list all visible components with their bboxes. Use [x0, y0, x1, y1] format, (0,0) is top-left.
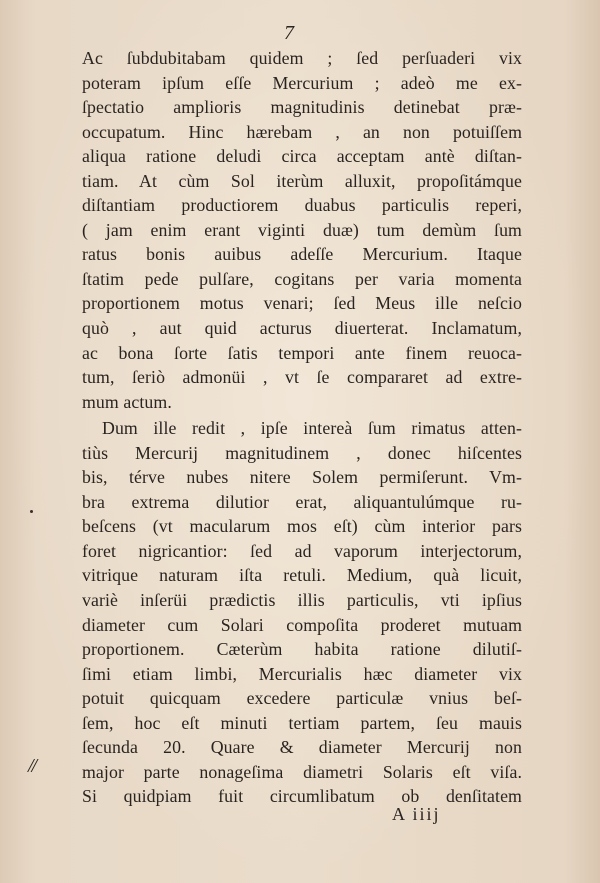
text-line: tiam. At cùm Sol iterùm alluxit, propoſitámque	[82, 170, 522, 191]
text-line: aliqua ratione deludi circa acceptam antè diſtan-	[82, 146, 522, 167]
paragraph-1	[82, 46, 522, 414]
text-line: vitrique naturam iſta retuli. Medium, quà licuit,	[82, 565, 522, 586]
text-line: major parte nonageſima diametri Solaris eſt viſa.	[82, 761, 522, 782]
text-line: occupatum. Hinc hærebam , an non potuiſſem	[82, 121, 522, 142]
text-line: ſimi etiam limbi, Mercurialis hæc diameter vix	[82, 663, 522, 684]
text-line: Dum ille redit , ipſe intereà ſum rimatus atten-	[102, 418, 522, 439]
paragraph-2	[82, 416, 522, 809]
ink-spot	[30, 510, 33, 513]
text-line: diſtantiam productiorem duabus particulis reperi,	[82, 195, 522, 216]
text-line: tum, ſeriò admonüi , vt ſe compararet ad extre-	[82, 367, 522, 388]
text-line: tiùs Mercurij magnitudinem , donec hiſcentes	[82, 442, 522, 463]
text-line: Ac ſubdubitabam quidem ; ſed perſuaderi vix	[82, 48, 522, 68]
text-line: bis, térve nubes nitere Solem permiſerunt. Vm-	[82, 467, 522, 488]
text-line: quò , aut quid acturus diuerterat. Inclamatum,	[82, 318, 522, 339]
text-line: beſcens (vt macularum mos eſt) cùm interior pars	[82, 516, 522, 537]
text-line: bra extrema dilutior erat, aliquantulúmque ru-	[82, 491, 522, 512]
body-text	[82, 46, 522, 809]
text-line: potuit quicquam excedere particulæ vnius beſ-	[82, 688, 522, 709]
text-line: ſtatim pede pulſare, cogitans per varia momenta	[82, 268, 522, 289]
text-line: variè inſerüi prædictis illis particulis, vti ipſius	[82, 590, 522, 611]
text-line: mum actum.	[82, 391, 172, 412]
text-line: ſecunda 20. Quare & diameter Mercurij non	[82, 737, 522, 758]
text-line: proportionem. Cæterùm habita ratione dilutiſ-	[82, 639, 522, 660]
text-line: ( jam enim erant viginti duæ) tum demùm ſum	[82, 219, 522, 240]
page-number: 7	[284, 22, 294, 44]
text-line: ac bona ſorte ſatis tempori ante finem reuoca-	[82, 342, 522, 363]
signature-mark: A iiij	[392, 804, 441, 824]
text-line: diameter cum Solari compoſita proderet mutuam	[82, 614, 522, 635]
text-line: Si quidpiam fuit circumlibatum ob denſitatem	[82, 786, 522, 807]
text-line: poteram ipſum eſſe Mercurium ; adeò me ex-	[82, 72, 522, 93]
margin-note: //	[28, 755, 36, 777]
text-line: proportionem motus venari; ſed Meus ille neſcio	[82, 293, 522, 314]
text-line: ſpectatio amplioris magnitudinis detinebat præ-	[82, 97, 522, 118]
text-line: ratus bonis auibus adeſſe Mercurium. Itaque	[82, 244, 522, 265]
text-line: foret nigricantior: ſed ad vaporum interjectorum,	[82, 540, 522, 561]
text-line: ſem, hoc eſt minuti tertiam partem, ſeu mauis	[82, 712, 522, 733]
